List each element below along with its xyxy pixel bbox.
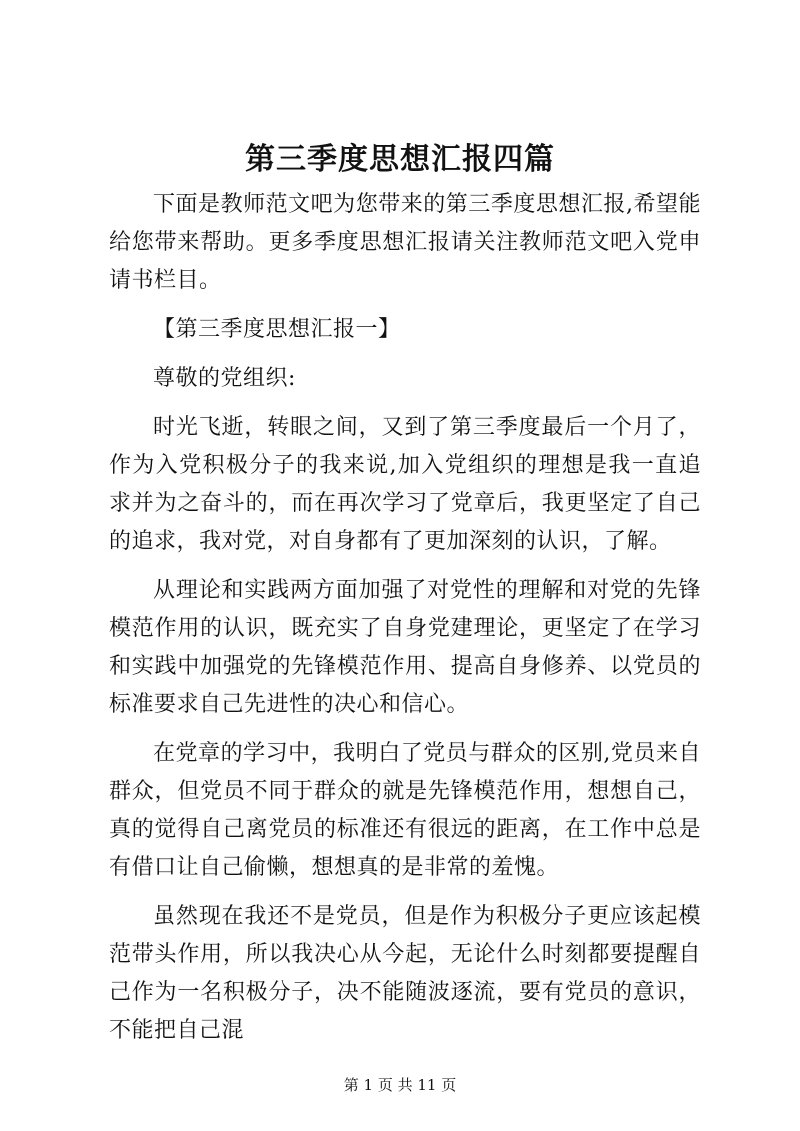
salutation: 尊敬的党组织:	[153, 366, 296, 391]
body-paragraph: 时光飞逝，转眼之间，又到了第三季度最后一个月了，作为入党积极分子的我来说,加入党组织的理想是我一直追求并为之奋斗的，而在再次学习了党章后，我更坚定了自己的追求，我对党，对自身都有了更加深刻的认识，了解。	[109, 415, 701, 554]
section-heading: 【第三季度思想汇报一】	[153, 317, 401, 342]
intro-paragraph: 下面是教师范文吧为您带来的第三季度思想汇报,希望能给您带来帮助。更多季度思想汇报请关注教师范文吧入党申请书栏目。	[109, 192, 701, 293]
document-body	[109, 186, 701, 1061]
document-title: 第三季度思想汇报四篇	[245, 142, 555, 177]
body-paragraph: 从理论和实践两方面加强了对党性的理解和对党的先锋模范作用的认识，既充实了自身党建理论，更坚定了在学习和实践中加强党的先锋模范作用、提高自身修养、以党员的标准要求自己先进性的决心和信心。	[109, 578, 701, 717]
body-paragraph: 虽然现在我还不是党员，但是作为积极分子更应该起模范带头作用，所以我决心从今起，无论什么时刻都要提醒自己作为一名积极分子，决不能随波逐流，要有党员的意识，不能把自己混	[109, 904, 701, 1043]
body-paragraph: 在党章的学习中，我明白了党员与群众的区别,党员来自群众，但党员不同于群众的就是先锋模范作用，想想自己，真的觉得自己离党员的标准还有很远的距离，在工作中总是有借口让自己偷懒，想想真的是非常的羞愧。	[109, 741, 701, 880]
page-footer: 第 1 页 共 11 页	[343, 1076, 457, 1094]
